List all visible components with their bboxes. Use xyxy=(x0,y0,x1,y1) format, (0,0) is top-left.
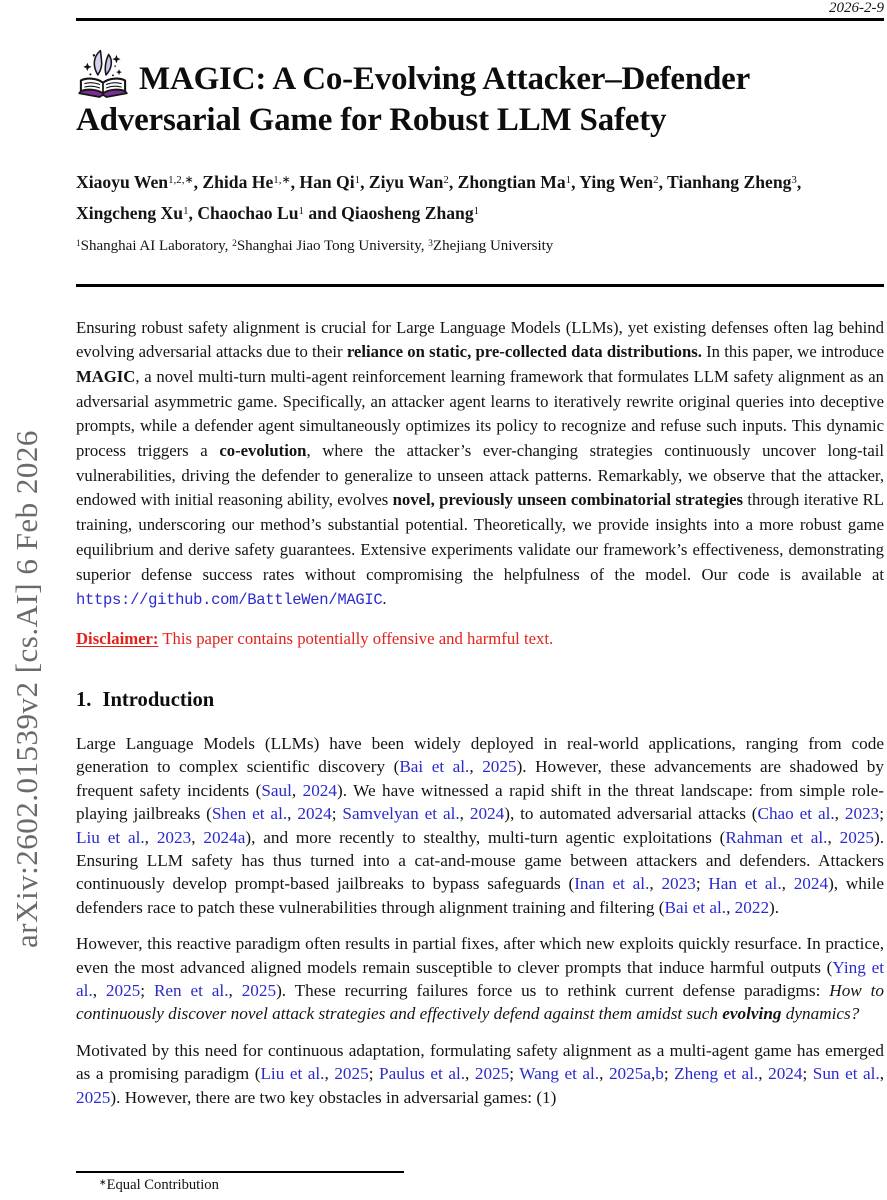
citation-link[interactable]: 2025 xyxy=(474,1064,510,1084)
citation-link[interactable]: Shen et al. xyxy=(211,804,288,824)
citation-link[interactable]: 2024a xyxy=(203,827,246,847)
citation-link[interactable]: 2025 xyxy=(105,981,141,1000)
section-title: Introduction xyxy=(102,688,215,711)
citation-link[interactable]: 2025 xyxy=(482,757,517,777)
citation-link[interactable]: Inan et al. xyxy=(574,874,650,894)
disclaimer: Disclaimer: This paper contains potentially offensive and harmful text. xyxy=(76,628,554,648)
citation-link[interactable]: 2024 xyxy=(768,1064,803,1084)
citation-link[interactable]: 2025 xyxy=(76,1087,111,1107)
citation-link[interactable]: Saul xyxy=(261,780,292,800)
intro-paragraph-1: Large Language Models (LLMs) have been widely deployed in real-world applications, ranging from code generation to complex scientific discovery (Bai et al., 2025). However, these advancements are shadowed by frequent safety incidents (Saul, 2024). We have witnessed a rapid shift in the threat landscape: from simple role-playing jailbreaks (Shen et al., 2024; Samvelyan et al., 2024), to automated adversarial attacks (Chao et al., 2023; Liu et al., 2023, 2024a), and more recently to stealthy, multi-turn agentic exploitations (Rahman et al., 2025). Ensuring LLM safety has thus turned into a cat-and-mouse game between attackers and defenders. Attackers continuously develop prompt-based jailbreaks to bypass safeguards (Inan et al., 2023; Han et al., 2024), while defenders race to patch these vulnerabilities through alignment training and filtering (Bai et al., 2022). xyxy=(76,733,885,917)
footnote-text xyxy=(76,1173,884,1200)
citation-link[interactable]: 2024 xyxy=(469,804,505,824)
citation-link[interactable]: Rahman et al. xyxy=(725,827,828,847)
arxiv-watermark: arXiv:2602.01539v2 [cs.AI] 6 Feb 2026 xyxy=(9,430,44,948)
citation-link[interactable]: Bai et al. xyxy=(399,757,470,777)
paper-body xyxy=(76,0,884,1109)
submission-date: 2026-2-9 xyxy=(829,0,884,16)
citation-link[interactable]: Han et al. xyxy=(708,874,782,894)
citation-link[interactable]: 2024 xyxy=(302,780,337,800)
paper-title-text: MAGIC: A Co-Evolving Attacker–Defender Adversarial Game for Robust LLM Safety xyxy=(76,60,750,138)
citation-link[interactable]: Paulus et al. xyxy=(379,1064,466,1084)
footnote-label: Equal Contribution xyxy=(106,1177,219,1193)
citation-link[interactable]: Bai et al. xyxy=(664,897,727,917)
citation-link[interactable]: 2023 xyxy=(661,874,696,894)
citation-link[interactable]: 2022 xyxy=(734,897,770,917)
citation-link[interactable]: 2023 xyxy=(156,827,192,847)
citation-link[interactable]: Ying et al. xyxy=(76,957,884,1000)
footnote xyxy=(76,1171,884,1200)
citation-link[interactable]: Zheng et al. xyxy=(674,1064,759,1084)
citation-link[interactable]: Sun et al. xyxy=(812,1064,880,1084)
intro-paragraph-2: However, this reactive paradigm often results in partial fixes, after which new exploits quickly resurface. In practice, even the most advanced aligned models remain susceptible to clever prompts that induce harmful outputs (Ying et al., 2025; Ren et al., 2025). These recurring failures force us to rethink current defense paradigms: How to continuously discover novel attack strategies and effectively defend against them amidst such evolving dynamics? xyxy=(76,934,885,1024)
citation-link[interactable]: Samvelyan et al. xyxy=(342,804,460,824)
citation-link[interactable]: 2024 xyxy=(297,804,332,824)
footnote-marker: ∗ xyxy=(99,1176,107,1187)
citation-link[interactable]: Chao et al. xyxy=(757,804,835,824)
citation-link[interactable]: 2023 xyxy=(844,804,880,824)
abstract-text: Ensuring robust safety alignment is crucial for Large Language Models (LLMs), yet existing defenses often lag behind evolving adversarial attacks due to their reliance on static, pre-collected data distributions. In this paper, we introduce MAGIC, a novel multi-turn multi-agent reinforcement learning framework that formulates LLM safety alignment as an adversarial asymmetric game. Specifically, an attacker agent learns to iteratively rewrite original queries into deceptive prompts, while a defender agent simultaneously optimizes its policy to recognize and refuse such inputs. This dynamic process triggers a co-evolution, where the attacker’s ever-changing strategies continuously uncover long-tail vulnerabilities, driving the defender to generalize to unseen attack patterns. Remarkably, we observe that the attacker, endowed with initial reasoning ability, evolves novel, previously unseen combinatorial strategies through iterative RL training, underscoring our method’s substantial potential. Theoretically, we provide insights into a more robust game equilibrium and derive safety guarantees. Extensive experiments validate our framework’s effectiveness, demonstrating superior defense success rates without compromising the helpfulness of the model. Our code is available at https://github.com/BattleWen/MAGIC. xyxy=(76,317,885,610)
code-repo-link[interactable]: https://github.com/BattleWen/MAGIC xyxy=(76,591,383,610)
section-heading-introduction xyxy=(76,687,884,713)
magic-book-icon xyxy=(76,48,139,100)
citation-link[interactable]: Liu et al. xyxy=(76,827,145,847)
citation-link[interactable]: 2025 xyxy=(241,981,277,1000)
citation-link[interactable]: 2025 xyxy=(839,827,874,847)
citation-link[interactable]: b xyxy=(655,1064,664,1084)
section-number: 1. xyxy=(76,688,92,711)
affiliations: $^1$Shanghai AI Laboratory, $^2$Shanghai Jiao Tong University, $^3$Zhejiang University xyxy=(76,238,554,254)
citation-link[interactable]: Liu et al. xyxy=(260,1064,325,1084)
citation-link[interactable]: 2025a xyxy=(608,1064,651,1084)
citation-link[interactable]: 2024 xyxy=(793,874,829,894)
header-rule xyxy=(76,284,884,287)
top-rule xyxy=(76,18,884,21)
citation-link[interactable]: Wang et al. xyxy=(519,1064,600,1084)
citation-link[interactable]: 2025 xyxy=(334,1064,369,1084)
author-list: Xiaoyu Wen$^{1,2,∗}$, Zhida $He^{1,∗}$, Han Qi$^1$, Ziyu Wan$^2$, Zhongtian Ma$^1$, Ying Wen$^2$, Tianhang Zheng$^3$, Xingcheng Xu$^1$, Chaochao Lu$^1$ and Qiaosheng Zhang$^1$ xyxy=(76,172,802,223)
paper-title xyxy=(76,48,884,141)
intro-paragraph-3: Motivated by this need for continuous adaptation, formulating safety alignment as a multi-agent game has emerged as a promising paradigm (Liu et al., 2025; Paulus et al., 2025; Wang et al., 2025a,b; Zheng et al., 2024; Sun et al., 2025). However, there are two key obstacles in adversarial games: (1) xyxy=(76,1040,885,1107)
citation-link[interactable]: Ren et al. xyxy=(153,981,229,1000)
